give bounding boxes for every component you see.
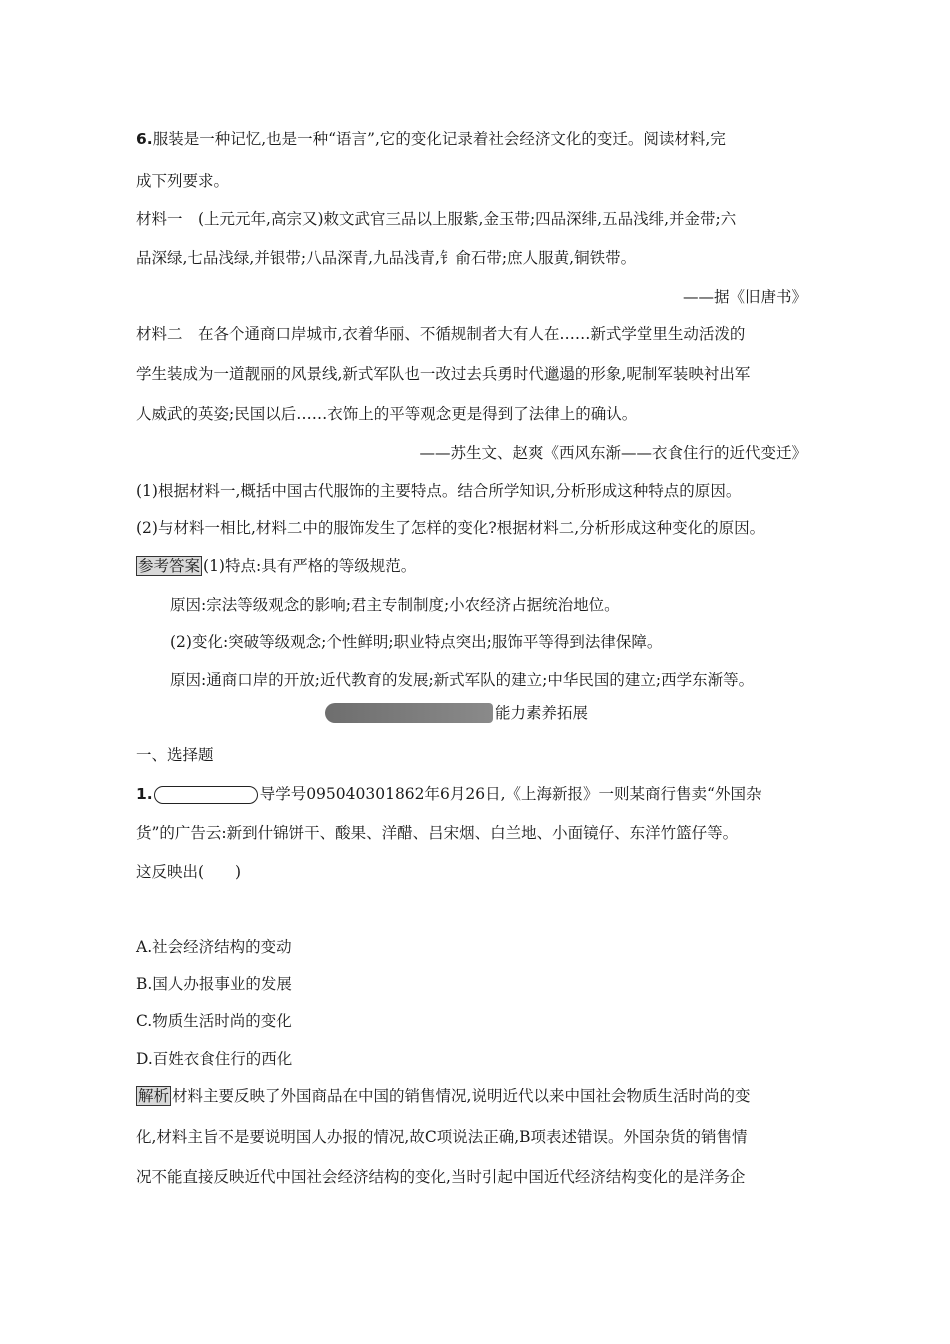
material1-line1: 材料一 (上元元年,高宗又)敕文武官三品以上服紫,金玉带;四品深绯,五品浅绯,并金带;六 [136, 210, 737, 228]
section-title: 能力素养拓展 [495, 704, 589, 722]
q6-stem-line2: 成下列要求。 [136, 172, 230, 190]
answer-line4: 原因:通商口岸的开放;近代教育的发展;新式军队的建立;中华民国的建立;西学东渐等。 [170, 671, 755, 689]
material2-source: ——苏生文、赵爽《西风东渐——衣食住行的近代变迁》 [419, 444, 807, 462]
material1-line2: 品深绿,七品浅绿,并银带;八品深青,九品浅青,钅俞石带;庶人服黄,铜铁带。 [136, 249, 637, 267]
material2-line2: 学生装成为一道靓丽的风景线,新式军队也一改过去兵勇时代邋遢的形象,呢制军装映衬出军 [136, 365, 751, 383]
analysis-line3: 况不能直接反映近代中国社会经济结构的变化,当时引起中国近代经济结构变化的是洋务企 [136, 1168, 746, 1186]
section-heading: 一、选择题 [136, 746, 214, 764]
q1-option-d: D.百姓衣食住行的西化 [136, 1050, 293, 1068]
q6-number: 6. [136, 130, 153, 148]
analysis-line2: 化,材料主旨不是要说明国人办报的情况,故C项说法正确,B项表述错误。外国杂货的销售情 [136, 1128, 748, 1146]
q1-stem-line2: 货”的广告云:新到什锦饼干、酸果、洋醋、吕宋烟、白兰地、小面镜仔、东洋竹篮仔等。 [136, 824, 739, 842]
section-decoration-bar [325, 703, 493, 723]
analysis-line1: 解析 材料主要反映了外国商品在中国的销售情况,说明近代以来中国社会物质生活时尚的变 [138, 1087, 751, 1105]
answer-line3: (2)变化:突破等级观念;个性鲜明;职业特点突出;服饰平等得到法律保障。 [170, 633, 663, 651]
q1-stem-line3: 这反映出( ) [136, 863, 242, 881]
q1-option-b: B.国人办报事业的发展 [136, 975, 292, 993]
material1-source: ——据《旧唐书》 [682, 288, 807, 306]
material2-line3: 人威武的英姿;民国以后……衣饰上的平等观念更是得到了法律上的确认。 [136, 405, 638, 423]
q1-option-c: C.物质生活时尚的变化 [136, 1012, 292, 1030]
answer-line2: 原因:宗法等级观念的影响;君主专制制度;小农经济占据统治地位。 [170, 596, 620, 614]
q6-stem-line1: 6.服装是一种记忆,也是一种“语言”,它的变化记录着社会经济文化的变迁。阅读材料,完 [136, 130, 726, 148]
q1-number: 1. [136, 785, 153, 803]
answer-line1: 参考答案 (1)特点:具有严格的等级规范。 [138, 557, 417, 575]
requirement-2: (2)与材料一相比,材料二中的服饰发生了怎样的变化?根据材料二,分析形成这种变化的原因。 [136, 519, 766, 537]
material2-line1: 材料二 在各个通商口岸城市,衣着华丽、不循规制者大有人在……新式学堂里生动活泼的 [136, 325, 746, 343]
answer-tag: 参考答案 [138, 557, 201, 575]
q1-option-a: A.社会经济结构的变动 [136, 938, 292, 956]
q1-stem-line1: 1. 导学号095040301862年6月26日,《上海新报》一则某商行售卖“外国杂 [136, 785, 762, 803]
question-id-box [154, 786, 258, 804]
requirement-1: (1)根据材料一,概括中国古代服饰的主要特点。结合所学知识,分析形成这种特点的原因。 [136, 482, 742, 500]
analysis-tag: 解析 [138, 1087, 170, 1105]
